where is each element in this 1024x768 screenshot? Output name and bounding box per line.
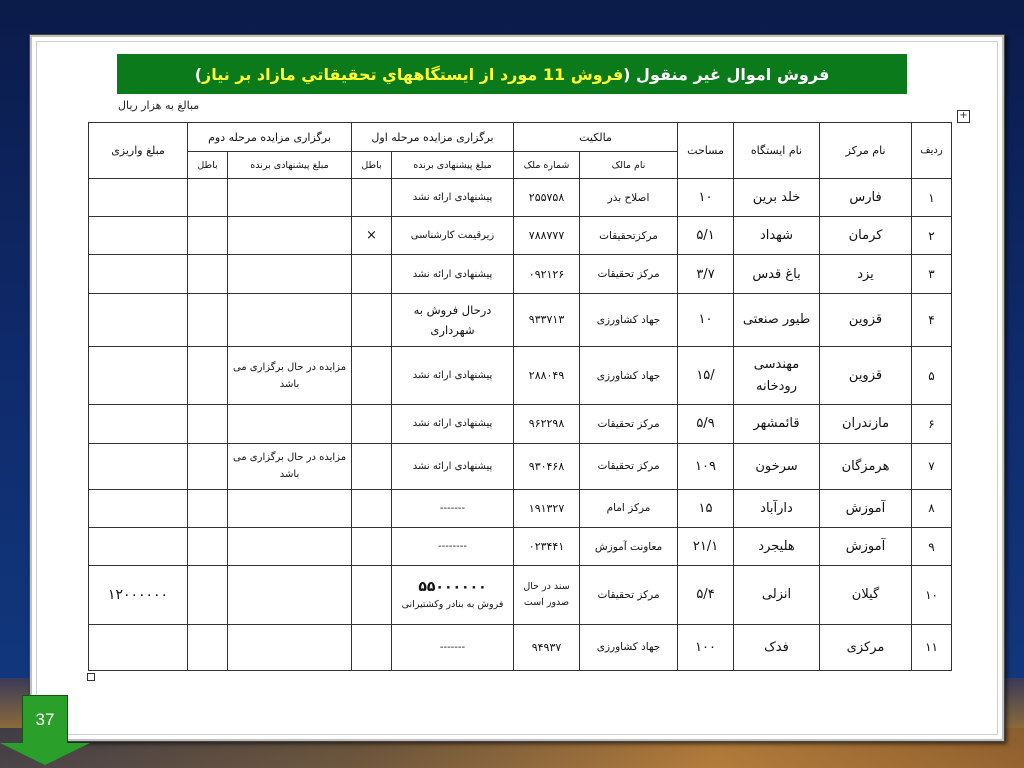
title-part-1: فروش اموال غير منقول ( <box>623 64 830 84</box>
center-name: کرمان <box>820 217 912 255</box>
auction-2-result <box>228 624 352 670</box>
station-name: قائمشهر <box>734 405 820 443</box>
table-row <box>89 217 952 255</box>
auction-1-void <box>352 293 392 346</box>
header-auction-2-winner: مبلغ پیشنهادی برنده <box>228 152 352 179</box>
auction-1-void <box>352 528 392 566</box>
row-number: ۳ <box>912 255 952 293</box>
auction-2-result <box>228 179 352 217</box>
unit-note: مبالغ به هزار ریال <box>118 99 200 112</box>
area-value: ۵/۴ <box>678 566 734 624</box>
property-number: ۰۲۳۴۴۱ <box>514 528 580 566</box>
row-number: ۷ <box>912 443 952 489</box>
auction-1-result: -------- <box>392 528 514 566</box>
center-name: آموزش <box>820 489 912 527</box>
row-number: ۱ <box>912 179 952 217</box>
row-number: ۲ <box>912 217 952 255</box>
auction-2-result <box>228 217 352 255</box>
auction-1-result <box>392 566 514 624</box>
owner-name: جهاد کشاورزی <box>580 293 678 346</box>
station-name: انزلی <box>734 566 820 624</box>
center-name: آموزش <box>820 528 912 566</box>
auction-2-result <box>228 489 352 527</box>
auction-2-void <box>188 255 228 293</box>
slide <box>29 34 1005 742</box>
title-part-3: ) <box>194 64 203 84</box>
center-name: فارس <box>820 179 912 217</box>
auction-2-result <box>228 293 352 346</box>
property-number: ۹۶۲۲۹۸ <box>514 405 580 443</box>
area-value: ۲۱/۱ <box>678 528 734 566</box>
row-number: ۱۰ <box>912 566 952 624</box>
owner-name: معاونت آموزش <box>580 528 678 566</box>
center-name: مرکزی <box>820 624 912 670</box>
header-auction-1-winner: مبلغ پیشنهادی برنده <box>392 152 514 179</box>
deposit-amount <box>89 179 188 217</box>
auction-2-void <box>188 346 228 404</box>
auction-1-result: پیشنهادی ارائه نشد <box>392 179 514 217</box>
auction-1-buyer-note: فروش به بنادر وکشتیرانی <box>401 599 504 611</box>
auction-1-result: زیرقیمت کارشناسی <box>392 217 514 255</box>
auction-1-void: × <box>352 217 392 255</box>
owner-name: جهاد کشاورزی <box>580 624 678 670</box>
property-number: ۱۹۱۳۲۷ <box>514 489 580 527</box>
center-name: هرمزگان <box>820 443 912 489</box>
table-row <box>89 443 952 489</box>
auction-1-result: ------- <box>392 489 514 527</box>
auction-2-void <box>188 489 228 527</box>
row-number: ۹ <box>912 528 952 566</box>
auction-2-void <box>188 179 228 217</box>
header-auction-1: برگزاری مزایده مرحله اول <box>352 123 514 152</box>
property-number: ۹۳۰۴۶۸ <box>514 443 580 489</box>
area-value: ۱۰۹ <box>678 443 734 489</box>
table-row <box>89 528 952 566</box>
header-station: نام ایستگاه <box>734 123 820 179</box>
area-value: ۱۰ <box>678 293 734 346</box>
station-name: دارآباد <box>734 489 820 527</box>
owner-name: مرکزتحقیقات <box>580 217 678 255</box>
table-move-handle-icon[interactable]: + <box>957 110 970 123</box>
center-name: گیلان <box>820 566 912 624</box>
auction-1-result: پیشنهادی ارائه نشد <box>392 443 514 489</box>
row-number: ۱۱ <box>912 624 952 670</box>
deposit-amount <box>89 217 188 255</box>
table-row <box>89 293 952 346</box>
auction-2-void <box>188 624 228 670</box>
header-deposit: مبلغ واریزی <box>89 123 188 179</box>
auction-2-result <box>228 405 352 443</box>
auction-1-result: پیشنهادی ارائه نشد <box>392 346 514 404</box>
auction-2-void <box>188 293 228 346</box>
area-value: /۱۵ <box>678 346 734 404</box>
auction-2-result <box>228 528 352 566</box>
owner-name: مرکز تحقیقات <box>580 566 678 624</box>
deposit-amount <box>89 489 188 527</box>
area-value: ۱۵ <box>678 489 734 527</box>
header-row-no: ردیف <box>912 123 952 179</box>
row-number: ۵ <box>912 346 952 404</box>
header-property-no: شماره ملک <box>514 152 580 179</box>
deposit-amount <box>89 443 188 489</box>
station-name: هلیجرد <box>734 528 820 566</box>
auction-2-result: مزایده در حال برگزاری می باشد <box>228 443 352 489</box>
deposit-amount <box>89 293 188 346</box>
auction-1-void <box>352 179 392 217</box>
auction-1-amount: ۵۵۰۰۰۰۰۰ <box>418 579 487 596</box>
header-center: نام مرکز <box>820 123 912 179</box>
area-value: ۱۰ <box>678 179 734 217</box>
property-number: ۷۸۸۷۷۷ <box>514 217 580 255</box>
row-number: ۴ <box>912 293 952 346</box>
owner-name: اصلاح بذر <box>580 179 678 217</box>
header-owner-name: نام مالک <box>580 152 678 179</box>
auction-2-result <box>228 566 352 624</box>
auction-1-result: پیشنهادی ارائه نشد <box>392 255 514 293</box>
auction-1-void <box>352 566 392 624</box>
table-row <box>89 566 952 624</box>
owner-name: جهاد کشاورزی <box>580 346 678 404</box>
deposit-amount <box>89 528 188 566</box>
station-name: فدک <box>734 624 820 670</box>
center-name: مازندران <box>820 405 912 443</box>
auction-1-void <box>352 624 392 670</box>
station-name: باغ قدس <box>734 255 820 293</box>
slide-title <box>117 54 907 94</box>
station-name: سرخون <box>734 443 820 489</box>
deposit-amount: ۱۲۰۰۰۰۰۰ <box>89 566 188 624</box>
property-number: ۹۴۹۳۷ <box>514 624 580 670</box>
header-auction-2-void: باطل <box>188 152 228 179</box>
station-name: مهندسی رودخانه <box>734 346 820 404</box>
header-auction-2: برگزاری مزایده مرحله دوم <box>188 123 352 152</box>
auction-1-void <box>352 405 392 443</box>
area-value: ۳/۷ <box>678 255 734 293</box>
auction-1-result: پیشنهادی ارائه نشد <box>392 405 514 443</box>
area-value: ۵/۱ <box>678 217 734 255</box>
deposit-amount <box>89 255 188 293</box>
auction-2-void <box>188 528 228 566</box>
owner-name: مرکز تحقیقات <box>580 255 678 293</box>
property-number: ۲۸۸۰۴۹ <box>514 346 580 404</box>
table-row <box>89 405 952 443</box>
area-value: ۱۰۰ <box>678 624 734 670</box>
auction-1-void <box>352 489 392 527</box>
auction-1-void <box>352 346 392 404</box>
header-ownership: مالکیت <box>514 123 678 152</box>
center-name: قزوین <box>820 293 912 346</box>
property-number: ۹۳۳۷۱۳ <box>514 293 580 346</box>
auction-2-void <box>188 443 228 489</box>
row-number: ۸ <box>912 489 952 527</box>
center-name: قزوین <box>820 346 912 404</box>
auction-1-result: ------- <box>392 624 514 670</box>
table-row <box>89 489 952 527</box>
center-name: یزد <box>820 255 912 293</box>
row-number: ۶ <box>912 405 952 443</box>
deposit-amount <box>89 624 188 670</box>
table-row <box>89 255 952 293</box>
property-number: ۰۹۲۱۲۶ <box>514 255 580 293</box>
station-name: طیور صنعتی <box>734 293 820 346</box>
station-name: خلد برین <box>734 179 820 217</box>
table-resize-handle-icon[interactable] <box>87 673 95 681</box>
station-name: شهداد <box>734 217 820 255</box>
auction-2-void <box>188 566 228 624</box>
property-number: ۲۵۵۷۵۸ <box>514 179 580 217</box>
owner-name: مرکز امام <box>580 489 678 527</box>
auction-2-result: مزایده در حال برگزاری می باشد <box>228 346 352 404</box>
auction-1-result: درحال فروش به شهرداری <box>392 293 514 346</box>
auction-2-result <box>228 255 352 293</box>
auction-2-void <box>188 405 228 443</box>
property-number: سند در حال صدور است <box>514 566 580 624</box>
auction-2-void <box>188 217 228 255</box>
deposit-amount <box>89 346 188 404</box>
auction-1-void <box>352 443 392 489</box>
down-arrow-icon <box>0 743 90 765</box>
page-number: 37 <box>22 695 68 745</box>
title-part-2: فروش 11 مورد از ايستگاههاي تحقيقاتي مازاد بر نياز <box>202 64 624 84</box>
table-row <box>89 179 952 217</box>
owner-name: مرکز تحقیقات <box>580 443 678 489</box>
auction-1-void <box>352 255 392 293</box>
deposit-amount <box>89 405 188 443</box>
sales-table <box>88 122 952 671</box>
page-number-badge <box>0 695 90 768</box>
owner-name: مرکز تحقیقات <box>580 405 678 443</box>
table-row <box>89 346 952 404</box>
header-area: مساحت <box>678 123 734 179</box>
area-value: ۵/۹ <box>678 405 734 443</box>
table-row <box>89 624 952 670</box>
header-auction-1-void: باطل <box>352 152 392 179</box>
